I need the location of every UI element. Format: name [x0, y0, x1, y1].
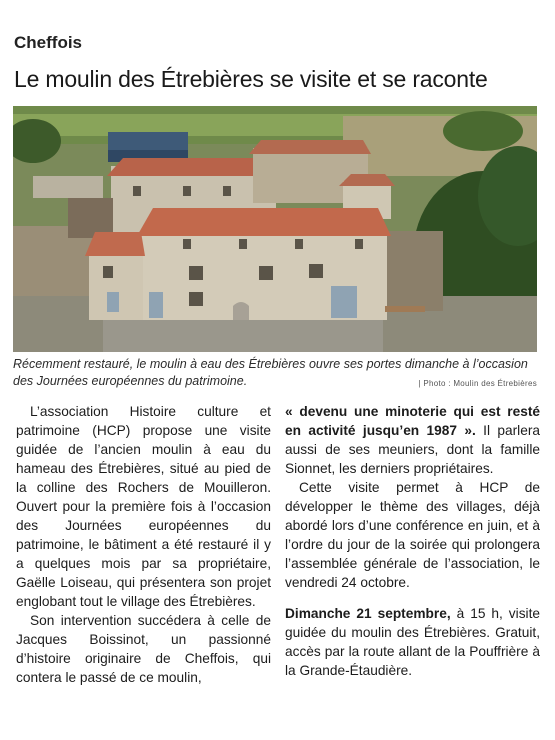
photo-credit: | Photo : Moulin des Étrebières — [418, 379, 537, 388]
article-column-left — [16, 402, 271, 687]
event-date: Dimanche 21 septembre, — [285, 606, 451, 621]
paragraph-theme: Cette visite permet à HCP de développer le thème des villages, déjà abordé lors d’une conférence en juin, et à l’ordre du jour de la soirée qui prolongera l’assemblée générale de l’association, le vendredi 24 octobre. — [285, 480, 540, 590]
article-headline: Le moulin des Étrebières se visite et se raconte — [14, 66, 488, 92]
paragraph-intro: L’association Histoire culture et patrimoine (HCP) propose une visite guidée de l’ancien moulin à eau du hameau des Étrebières, situé au pied de la colline des Rochers de Mouilleron. Ouvert pour la première fois à l’occasion des Journées européennes du patrimoine, le bâtiment a été restauré il y a quelques mois par sa propriétaire, Gaëlle Loiseau, qui présentera son projet englobant tout le village des Étrebières. — [16, 404, 271, 609]
event-details: à 15 h, visite guidée du moulin des Étrebières. Gratuit, accès par la route allant de la Pouffrière à la Grande-Étaudière. — [285, 606, 540, 678]
photo-caption: Récemment restauré, le moulin à eau des Étrebières ouvre ses portes dimanche à l’occasion des Journées européennes du patrimoine. — [13, 357, 528, 388]
mill-photo-illustration — [13, 106, 537, 352]
paragraph-speaker: Son intervention succédera à celle de Jacques Boissinot, un passionné d’histoire originaire de Cheffois, qui contera le passé de ce moulin, — [16, 613, 271, 685]
paragraph-quote — [285, 402, 540, 478]
article-photo — [13, 106, 537, 352]
article-column-right — [285, 402, 540, 680]
quote-bold: « devenu une minoterie qui est resté en activité jusqu’en 1987 ». — [285, 404, 540, 438]
article-kicker: Cheffois — [14, 33, 82, 52]
quote-rest: Il parlera aussi de ses meuniers, dont la famille Sionnet, les derniers propriétaires. — [285, 423, 540, 476]
paragraph-practical-info — [285, 604, 540, 680]
